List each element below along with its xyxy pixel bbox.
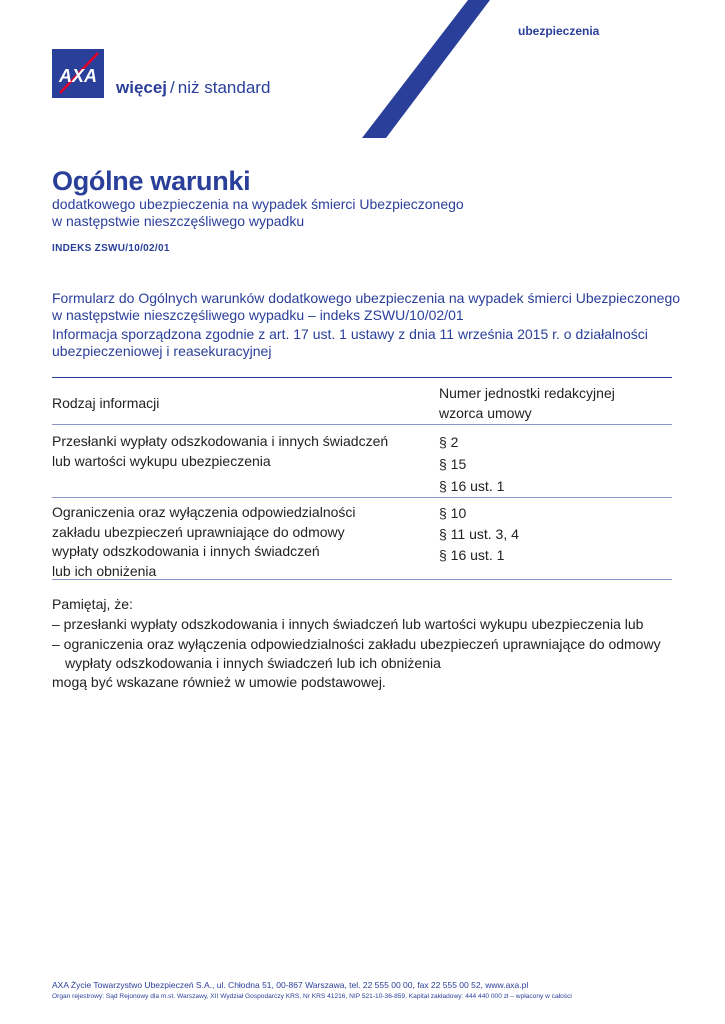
intro-p1-line-2: w następstwie nieszczęśliwego wypadku – indeks ZSWU/10/02/01 [52, 307, 464, 323]
notes-item-2-line-2: wypłaty odszkodowania i innych świadczeń lub ich obniżenia [65, 655, 441, 671]
table-row-rule [52, 497, 672, 498]
table-header-info: Rodzaj informacji [52, 395, 160, 411]
row-2-info-line-3: wypłaty odszkodowania i innych świadczeń [52, 543, 320, 559]
table-row-1-info [52, 431, 388, 471]
table-header-unit-line-2: wzorca umowy [439, 405, 532, 421]
document-title: Ogólne warunki [52, 166, 251, 196]
footer-company-line: AXA Życie Towarzystwo Ubezpieczeń S.A., ul. Chłodna 51, 00-867 Warszawa, tel. 22 555 00 00, fax 22 555 00 52, www.axa.pl [52, 980, 529, 990]
notes-block [52, 595, 692, 692]
table-top-rule [52, 377, 672, 378]
intro-p1-line-1: Formularz do Ogólnych warunków dodatkowego ubezpieczenia na wypadek śmierci Ubezpieczonego [52, 290, 681, 306]
tagline-rest: niż standard [177, 78, 271, 97]
row-1-unit-2: § 15 [439, 456, 467, 472]
row-2-info-line-1: Ograniczenia oraz wyłączenia odpowiedzialności [52, 504, 356, 520]
row-2-unit-1: § 10 [439, 505, 467, 521]
row-1-info-line-1: Przesłanki wypłaty odszkodowania i innych świadczeń [52, 433, 389, 449]
notes-item-1: – przesłanki wypłaty odszkodowania i innych świadczeń lub wartości wykupu ubezpieczenia lub [52, 616, 644, 632]
row-2-unit-2: § 11 ust. 3, 4 [439, 526, 519, 542]
document-subtitle [52, 196, 572, 230]
row-2-info-line-2: zakładu ubezpieczeń uprawniające do odmowy [52, 523, 345, 540]
table-bottom-rule [52, 579, 672, 580]
subtitle-line-1: dodatkowego ubezpieczenia na wypadek śmierci Ubezpieczonego [52, 196, 464, 212]
diagonal-stripe-decoration [360, 0, 500, 140]
document-index: INDEKS ZSWU/10/02/01 [52, 243, 170, 254]
table-header-unit-line-1: Numer jednostki redakcyjnej [439, 385, 615, 401]
notes-item-2-line-1: – ograniczenia oraz wyłączenia odpowiedzialności zakładu ubezpieczeń uprawniające do odmowy [52, 636, 661, 652]
row-1-unit-1: § 2 [439, 434, 459, 450]
tagline-bold: więcej [116, 78, 168, 97]
notes-item-2 [52, 635, 692, 673]
row-2-unit-3: § 16 ust. 1 [439, 547, 505, 563]
subtitle-line-2: w następstwie nieszczęśliwego wypadku [52, 213, 305, 229]
intro-paragraph-1 [52, 290, 682, 324]
tagline-slash: / [170, 78, 175, 97]
table-row-2-info [52, 503, 356, 581]
intro-p2-line-1: Informacja sporządzona zgodnie z art. 17 ust. 1 ustawy z dnia 11 września 2015 r. o działalności [52, 326, 648, 342]
intro-paragraph-2 [52, 326, 682, 360]
table-row-2-units [439, 503, 519, 566]
row-1-info-line-2: lub wartości wykupu ubezpieczenia [52, 453, 271, 469]
row-2-info-line-4: lub ich obniżenia [52, 562, 157, 579]
notes-closing: mogą być wskazane również w umowie podstawowej. [52, 674, 386, 690]
table-row-1-units [439, 431, 504, 497]
axa-logo [52, 49, 104, 98]
svg-text:AXA: AXA [58, 66, 98, 86]
row-1-unit-3: § 16 ust. 1 [439, 478, 505, 494]
notes-lead: Pamiętaj, że: [52, 596, 133, 612]
table-header-unit [439, 383, 615, 423]
intro-text [52, 290, 682, 362]
tagline [116, 78, 270, 98]
category-label: ubezpieczenia [518, 24, 600, 38]
intro-p2-line-2: ubezpieczeniowej i reasekuracyjnej [52, 343, 272, 359]
footer-registry-line: Organ rejestrowy: Sąd Rejonowy dla m.st. Warszawy, XII Wydział Gospodarczy KRS, Nr KRS 41216, NIP 521-10-36-859, Kapitał zakładowy: 444 440 000 zł – wpłacony w całości [52, 993, 572, 1000]
table-header-rule [52, 424, 672, 425]
